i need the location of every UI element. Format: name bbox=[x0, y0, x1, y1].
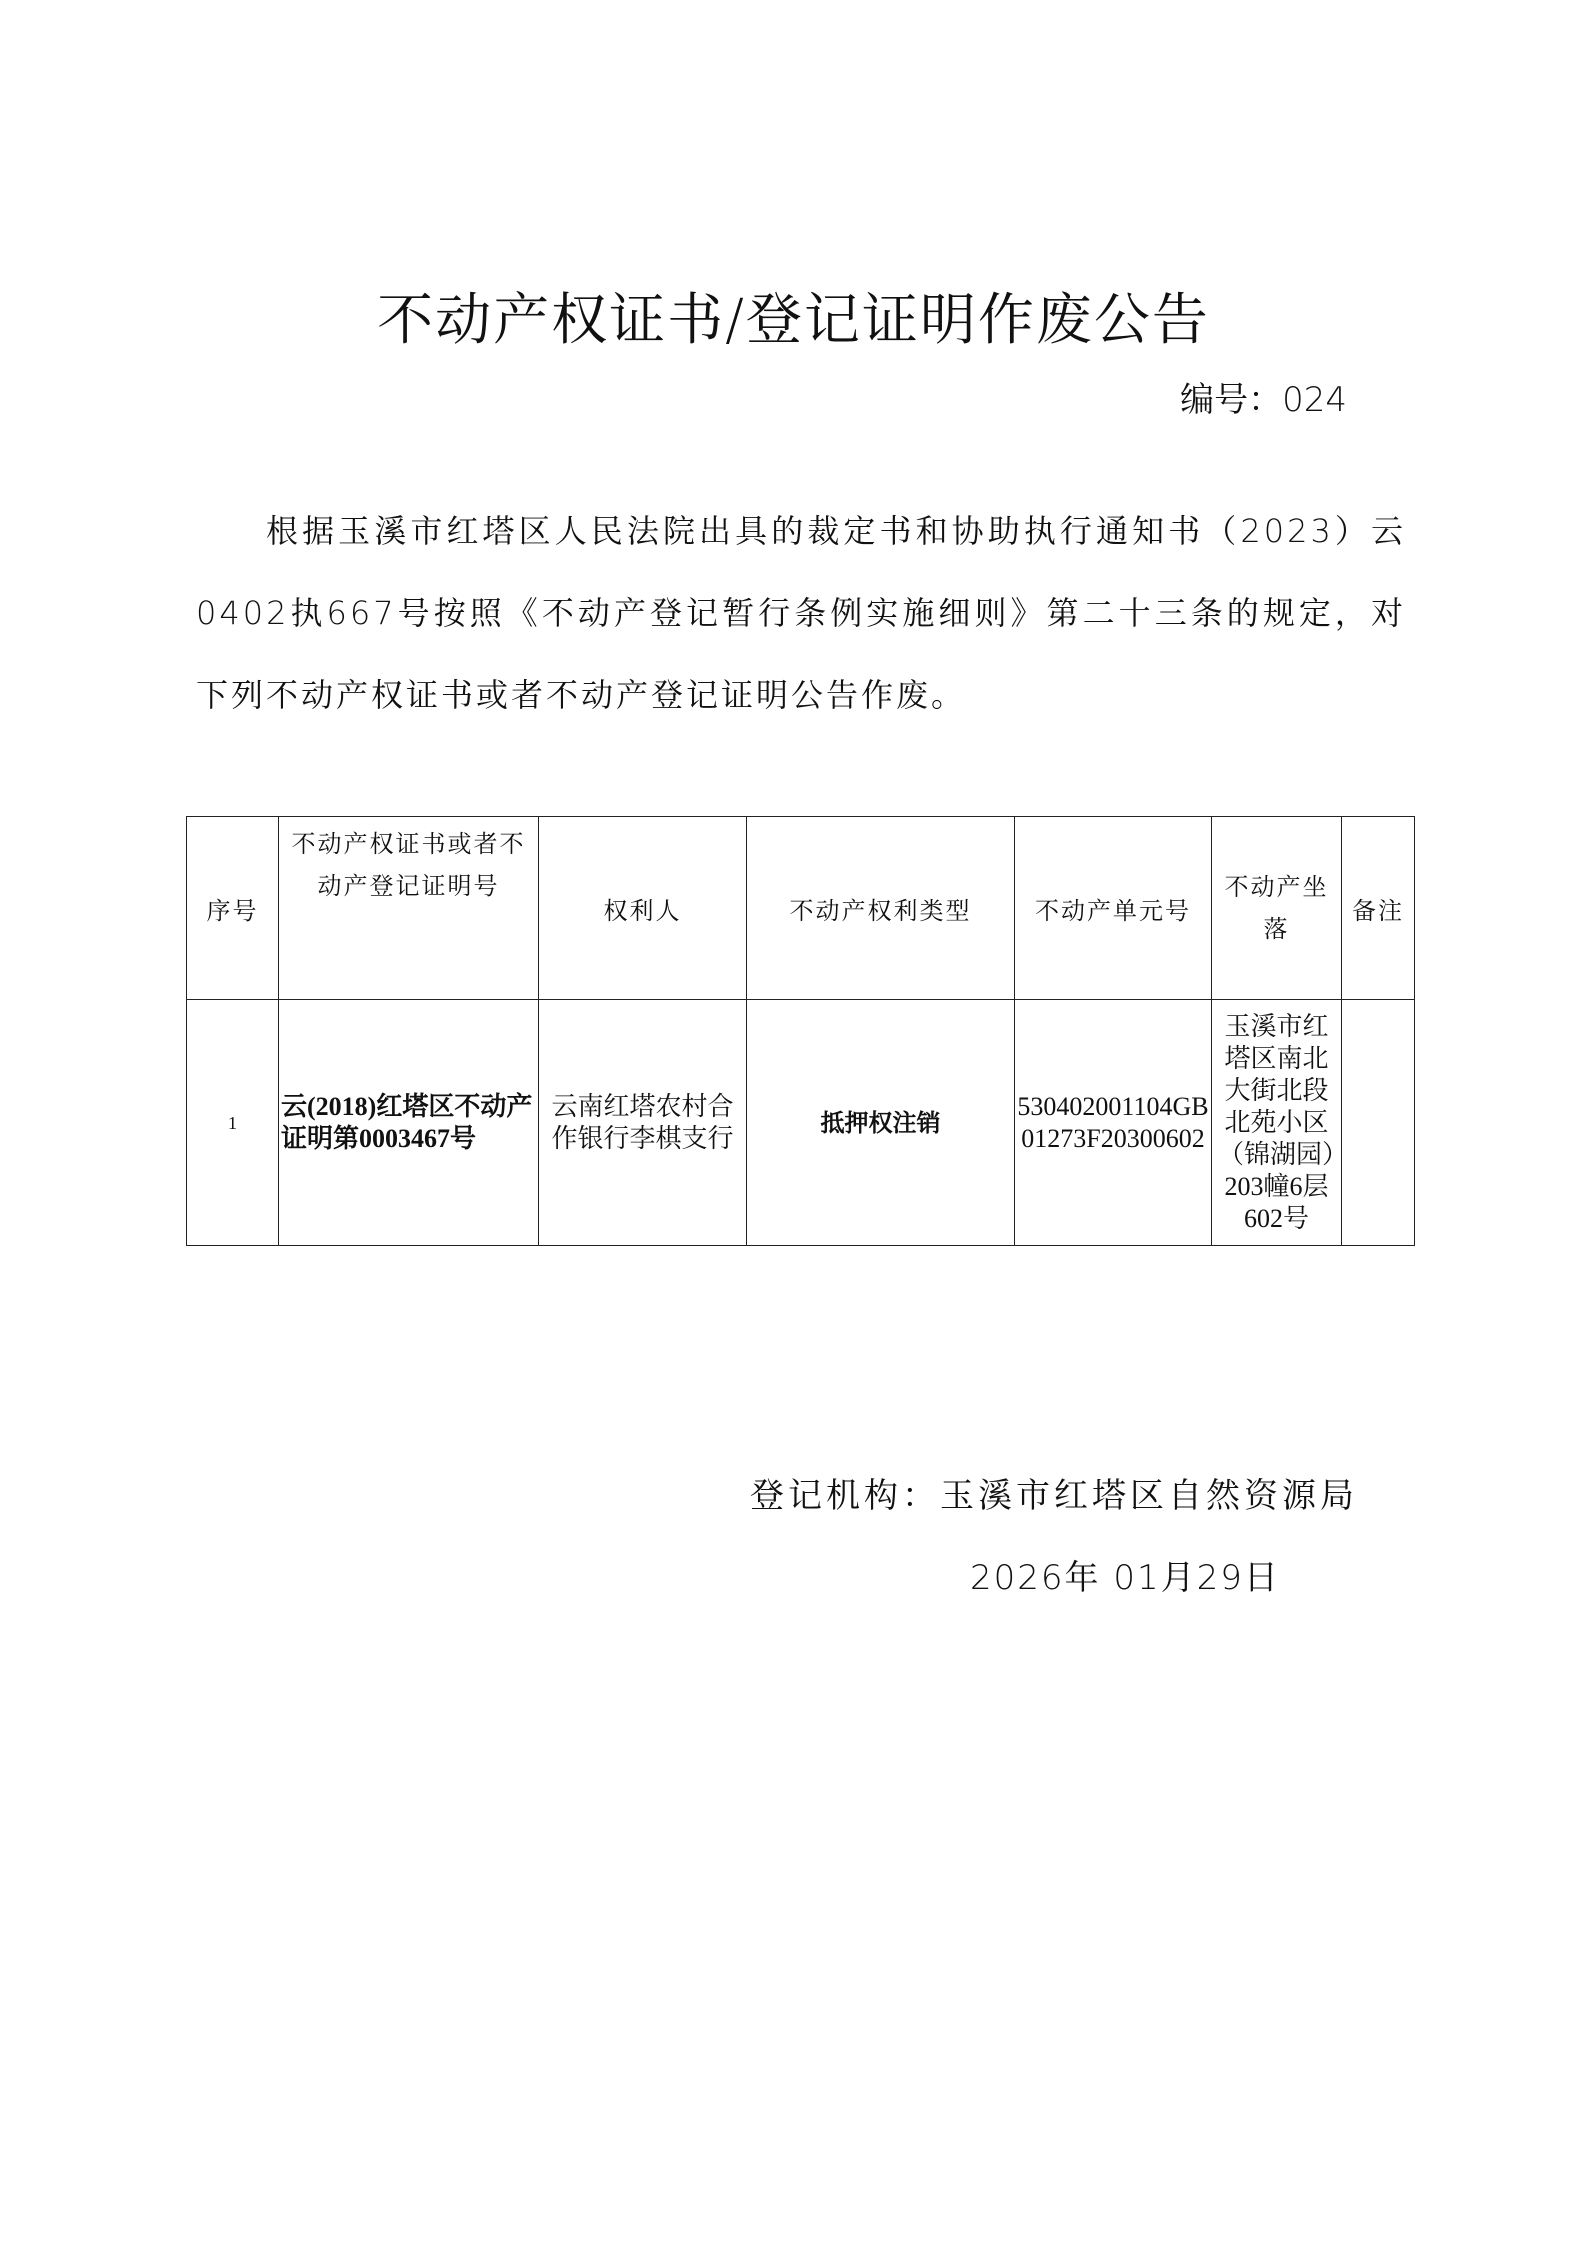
table-row bbox=[187, 1000, 1415, 1246]
void-certificate-table bbox=[186, 816, 1415, 1246]
serial-number: 编号：024 bbox=[1180, 380, 1347, 420]
header-unit-no: 不动产单元号 bbox=[1015, 817, 1212, 1000]
cell-right-type: 抵押权注销 bbox=[747, 1000, 1015, 1246]
cell-unit-no: 530402001104GB01273F20300602 bbox=[1015, 1000, 1212, 1246]
table-header-row bbox=[187, 817, 1415, 1000]
cell-location: 玉溪市红塔区南北大街北段北苑小区（锦湖园）203幢6层602号 bbox=[1212, 1000, 1342, 1246]
header-holder: 权利人 bbox=[539, 817, 747, 1000]
cell-seq: 1 bbox=[187, 1000, 279, 1246]
cell-holder: 云南红塔农村合作银行李棋支行 bbox=[539, 1000, 747, 1246]
header-location: 不动产坐落 bbox=[1212, 817, 1342, 1000]
announcement-date: 2026年 01月29日 bbox=[970, 1558, 1280, 1598]
header-cert-no: 不动产权证书或者不动产登记证明号 bbox=[279, 817, 539, 1000]
header-right-type: 不动产权利类型 bbox=[747, 817, 1015, 1000]
cell-remarks bbox=[1342, 1000, 1415, 1246]
registration-authority: 登记机构：玉溪市红塔区自然资源局 bbox=[750, 1476, 1358, 1516]
announcement-body: 根据玉溪市红塔区人民法院出具的裁定书和协助执行通知书（2023）云0402执667号按照《不动产登记暂行条例实施细则》第二十三条的规定，对下列不动产权证书或者不动产登记证明公告作废。 bbox=[196, 512, 1406, 714]
cell-cert-no: 云(2018)红塔区不动产证明第0003467号 bbox=[279, 1000, 539, 1246]
page-title: 不动产权证书/登记证明作废公告 bbox=[377, 288, 1210, 353]
header-remarks: 备注 bbox=[1342, 817, 1415, 1000]
header-seq: 序号 bbox=[187, 817, 279, 1000]
